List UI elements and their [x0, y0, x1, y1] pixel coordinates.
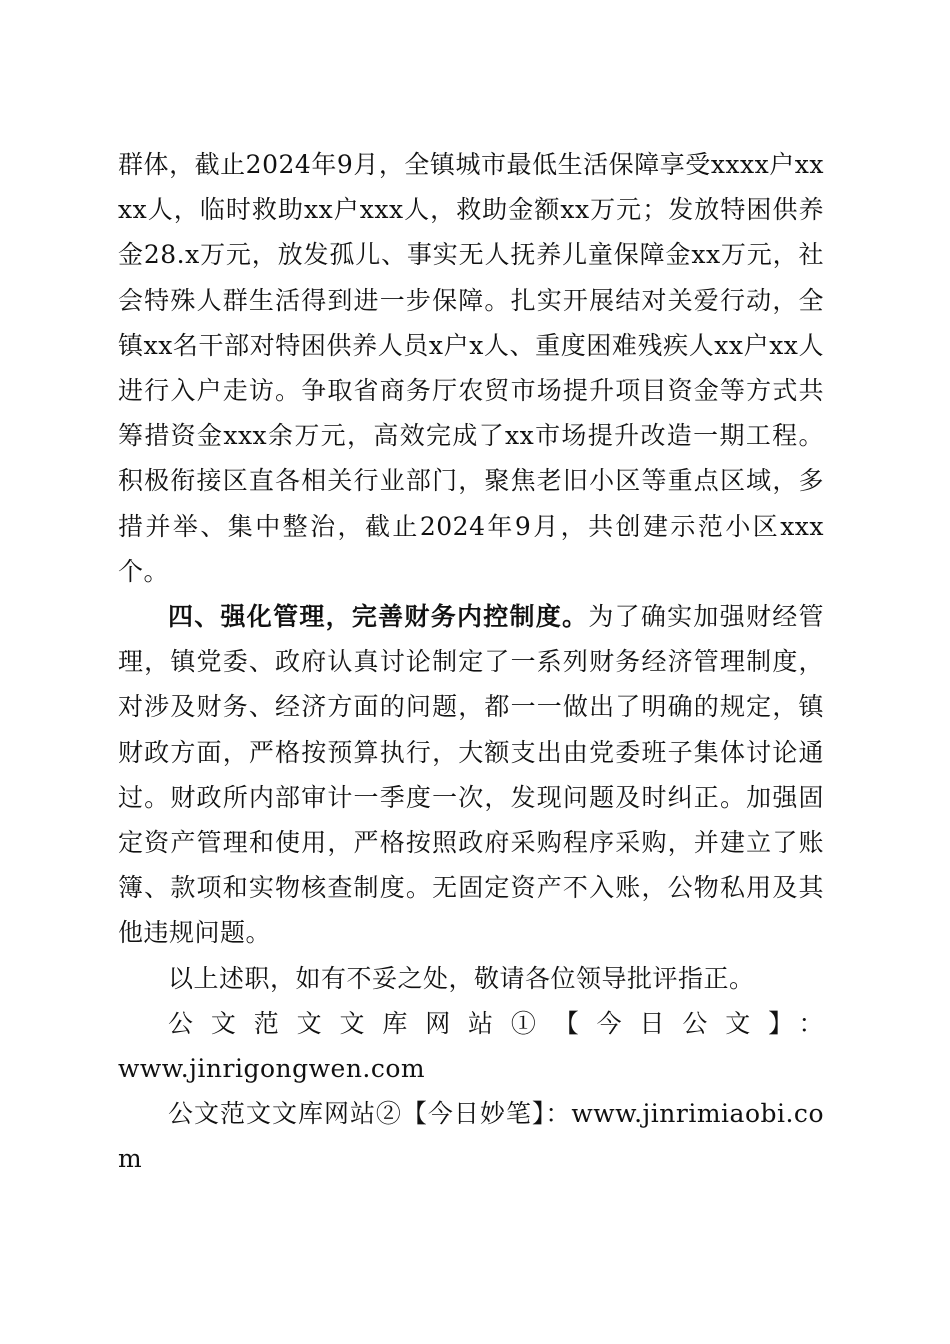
section-4-heading: 四、强化管理，完善财务内控制度。 — [168, 602, 589, 632]
closing-paragraph: 以上述职，如有不妥之处，敬请各位领导批评指正。 — [168, 963, 755, 993]
footer-line-1-label: 公文范文文库网站①【今日公文】： — [168, 1008, 824, 1038]
document-page — [118, 142, 824, 1182]
footer-line-1-url: www.jinrigongwen.com — [118, 1054, 426, 1084]
paragraph-continuation: 群体，截止2024年9月，全镇城市最低生活保障享受xxxx户xxxx人，临时救助xx户xxx人，救助金额xx万元；发放特困供养金28.x万元，放发孤儿、事实无人抚养儿童保障金xx万元，社会特殊人群生活得到进一步保障。扎实开展结对关爱行动，全镇xx名干部对特困供养人员x户x人、重度困难残疾人xx户xx人进行入户走访。争取省商务厅农贸市场提升项目资金等方式共筹措资金xxx余万元，高效完成了xx市场提升改造一期工程。积极衔接区直各相关行业部门，聚焦老旧小区等重点区域，多措并举、集中整治，截止2024年9月，共创建示范小区xxx个。 — [118, 150, 824, 586]
section-4-body: 为了确实加强财经管理，镇党委、政府认真讨论制定了一系列财务经济管理制度，对涉及财务、经济方面的问题，都一一做出了明确的规定，镇财政方面，严格按预算执行，大额支出由党委班子集体讨论通过。财政所内部审计一季度一次，发现问题及时纠正。加强固定资产管理和使用，严格按照政府采购程序采购，并建立了账簿、款项和实物核查制度。无固定资产不入账，公物私用及其他违规问题。 — [118, 602, 824, 948]
footer-line-2: 公文范文文库网站②【今日妙笔】：www.jinrimiaobi.com — [118, 1099, 824, 1174]
section-4-paragraph — [118, 594, 824, 956]
